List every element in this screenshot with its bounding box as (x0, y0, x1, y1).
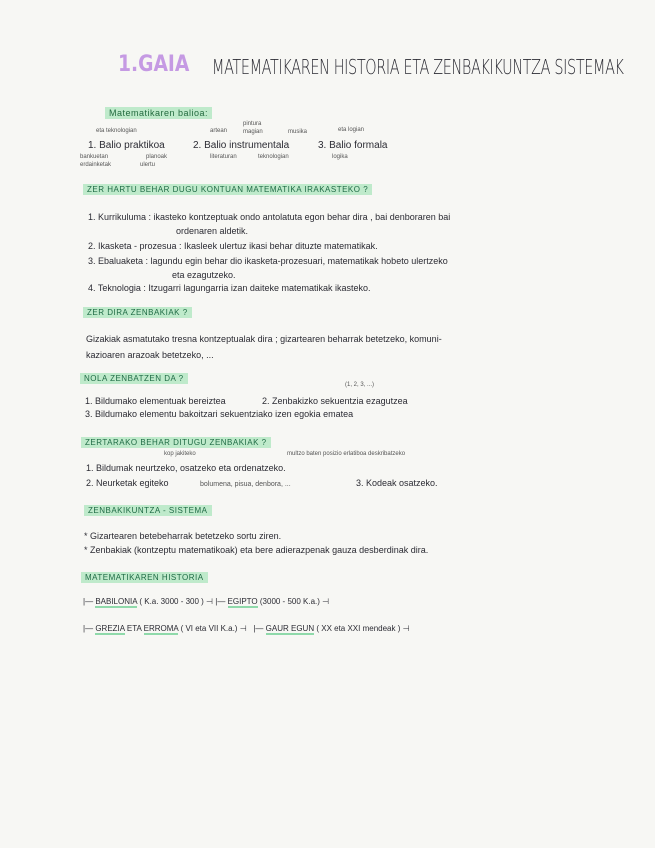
annotation: bankuetan (80, 154, 109, 160)
list-item: ordenaren aldetik. (176, 226, 249, 236)
annotation: magian (243, 129, 263, 135)
list-item: 2. Neurketak egiteko (86, 478, 169, 488)
era-name: ERROMA (143, 624, 179, 633)
annotation: literaturan (210, 154, 237, 160)
balio-item-1: 1. Balio praktikoa (88, 140, 165, 151)
list-item: 2. Zenbakizko sekuentzia ezagutzea (262, 396, 408, 406)
paragraph-line: Gizakiak asmatutako tresna kontzeptualak dira ; gizartearen beharrak betetzeko, komuni- (86, 334, 442, 344)
list-item: 2. Ikasketa - prozesua : Ikasleek ulertuz ikasi behar dituzte matematikak. (88, 241, 378, 251)
bullet-item: * Gizartearen betebeharrak betetzeko sortu ziren. (84, 531, 282, 541)
era-range: (3000 - 500 K.a.) (259, 597, 320, 606)
annotation: musika (288, 129, 308, 135)
balio-item-3: 3. Balio formala (318, 140, 388, 151)
section-heading-balioa: Matematikaren balioa: (105, 107, 212, 119)
section-heading-sistema: ZENBAKIKUNTZA - SISTEMA (84, 505, 212, 516)
page-title: MATEMATIKAREN HISTORIA ETA ZENBAKIKUNTZA SISTEMAK (212, 55, 624, 79)
era-name: BABILONIA (95, 597, 138, 606)
era-range: ( K.a. 3000 - 300 ) (139, 597, 204, 606)
list-item: eta ezagutzeko. (172, 270, 236, 280)
annotation: artean (210, 128, 228, 134)
bullet-item: * Zenbakiak (kontzeptu matematikoak) eta bere adierazpenak gauza desberdinak dira. (84, 545, 429, 555)
annotation: pintura (243, 121, 262, 127)
annotation: teknologian (258, 154, 289, 160)
era-name: GREZIA (95, 624, 125, 633)
annotation: logika (332, 154, 348, 160)
list-item: 3. Bildumako elementu bakoitzari sekuentziako izen egokia ematea (85, 409, 354, 419)
list-item: 3. Kodeak osatzeko. (356, 478, 438, 488)
annotation: kop jakiteko (164, 451, 196, 457)
annotation: bolumena, pisua, denbora, ... (200, 481, 291, 488)
annotation: erdainketak (80, 162, 112, 168)
section-heading-historia: MATEMATIKAREN HISTORIA (81, 572, 208, 583)
era-connector: ETA (126, 624, 142, 633)
era-name: EGIPTO (227, 597, 258, 606)
annotation: (1, 2, 3, ...) (345, 382, 375, 388)
timeline-row: |— GREZIA ETA ERROMA ( VI eta VII K.a.) ⊣ |— GAUR EGUN ( XX eta XXI mendeak ) ⊣ (83, 624, 410, 633)
annotation: multzo baten posizio erlatiboa deskribatzeko (287, 451, 406, 457)
section-heading-zer-dira: ZER DIRA ZENBAKIAK ? (83, 307, 192, 318)
list-item: 1. Bildumak neurtzeko, osatzeko eta ordenatzeko. (86, 463, 286, 473)
timeline-row: |— BABILONIA ( K.a. 3000 - 300 ) ⊣ |— EGIPTO (3000 - 500 K.a.) ⊣ (83, 597, 330, 606)
bullet-text: Zenbakiak (kontzeptu matematikoak) eta bere adierazpenak gauza desberdinak dira. (90, 545, 429, 555)
era-range: ( XX eta XXI mendeak ) (316, 624, 401, 633)
section-heading-zertarako: ZERTARAKO BEHAR DITUGU ZENBAKIAK ? (81, 437, 271, 448)
paragraph-line: kazioaren arazoak betetzeko, ... (86, 350, 214, 360)
annotation: eta teknologian (96, 128, 137, 134)
chapter-number: 1.GAIA (118, 52, 190, 77)
list-item: 4. Teknologia : Itzugarri lagungarria izan daiteke matematikak ikasteko. (88, 283, 371, 293)
era-name: GAUR EGUN (265, 624, 315, 633)
annotation: ulertu (140, 162, 156, 168)
list-item: 1. Bildumako elementuak bereiztea (85, 396, 226, 406)
section-heading-nola: NOLA ZENBATZEN DA ? (80, 373, 188, 384)
list-item: 3. Ebaluaketa : lagundu egin behar dio ikasketa-prozesuari, matematikak hobeto ulertzeko (88, 256, 448, 266)
section-heading-hartu: ZER HARTU BEHAR DUGU KONTUAN MATEMATIKA IRAKASTEKO ? (83, 184, 372, 195)
balio-item-2: 2. Balio instrumentala (193, 140, 290, 151)
era-range: ( VI eta VII K.a.) (180, 624, 238, 633)
annotation: planoak (146, 154, 168, 160)
list-item: 1. Kurrikuluma : ikasteko kontzeptuak ondo antolatuta egon behar dira , bai denboraren bai (88, 212, 451, 222)
bullet-text: Gizartearen betebeharrak betetzeko sortu ziren. (90, 531, 282, 541)
annotation: eta logian (338, 127, 365, 133)
